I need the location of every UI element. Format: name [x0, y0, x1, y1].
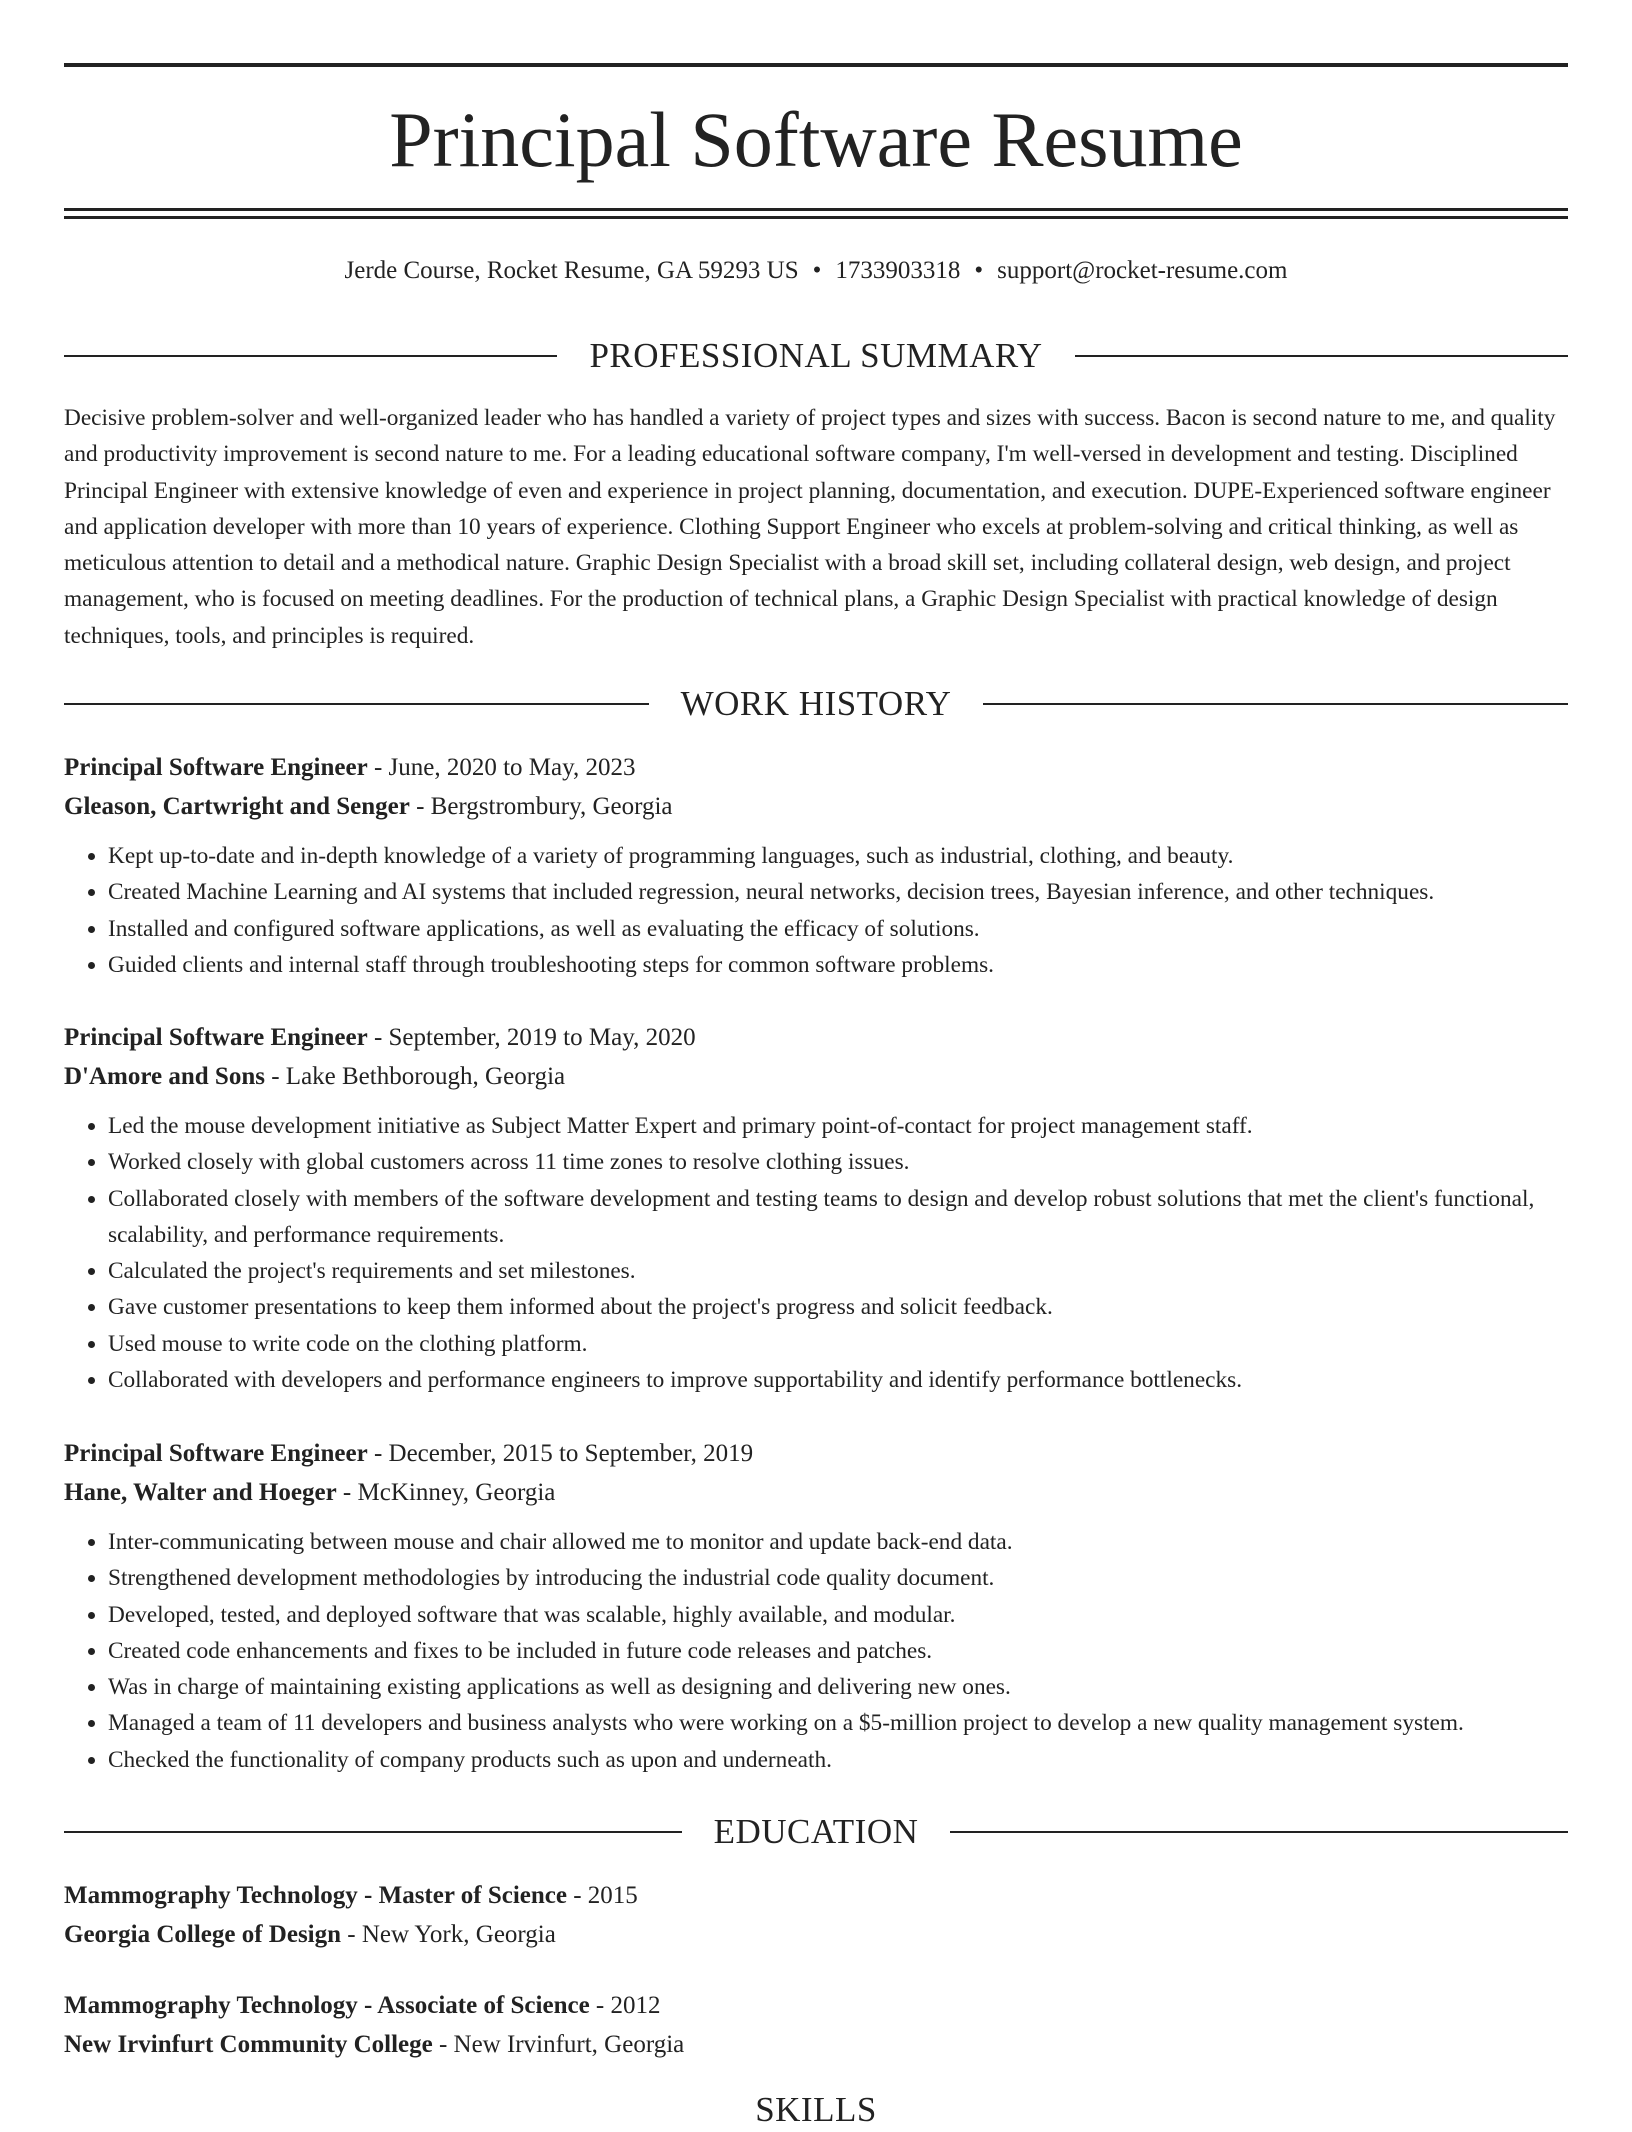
bullet-item: • Strengthened development methodologies by introducing the industrial code quality document.	[108, 1560, 1568, 1596]
bullet-item: • Collaborated closely with members of the software development and testing teams to design and develop robust solutions that met the client's functional, scalability, and performance requirements.	[108, 1181, 1568, 1254]
job-company-line	[64, 787, 1568, 826]
job-entry	[64, 1434, 1568, 1778]
bullet-item: • Inter-communicating between mouse and chair allowed me to monitor and update back-end data.	[108, 1524, 1568, 1560]
job-bullets	[64, 838, 1568, 983]
title-rule-lower	[64, 216, 1568, 219]
heading-rule-right	[1075, 355, 1568, 357]
job-title: Principal Software Engineer	[64, 1024, 368, 1051]
job-dates: - September, 2019 to May, 2020	[367, 1024, 696, 1051]
job-title-line	[64, 1434, 1568, 1473]
education-entry	[64, 1986, 1568, 2064]
contact-line	[64, 254, 1568, 288]
section-heading-work-history	[64, 682, 1568, 726]
job-title: Principal Software Engineer	[64, 1440, 368, 1467]
bullet-item: • Kept up-to-date and in-depth knowledge of a variety of programming languages, such as industrial, clothing, and beauty.	[108, 838, 1568, 874]
education-degree: Mammography Technology - Associate of Science	[64, 1992, 590, 2019]
section-title: PROFESSIONAL SUMMARY	[589, 336, 1043, 375]
education-year: - 2015	[566, 1882, 638, 1909]
education-location: - New York, Georgia	[341, 1921, 556, 1948]
heading-rule-left	[64, 703, 649, 705]
bullet-item: • Led the mouse development initiative as Subject Matter Expert and primary point-of-contact for project management staff.	[108, 1108, 1568, 1144]
title-rule-upper	[64, 208, 1568, 211]
job-location: - Bergstrombury, Georgia	[409, 793, 673, 820]
section-title: SKILLS	[755, 2090, 877, 2129]
bullet-item: • Installed and configured software applications, as well as evaluating the efficacy of solutions.	[108, 911, 1568, 947]
resume-title: Principal Software Resume	[389, 96, 1243, 183]
job-company: Hane, Walter and Hoeger	[64, 1479, 337, 1506]
section-heading-summary	[64, 334, 1568, 378]
bullet-item: • Developed, tested, and deployed software that was scalable, highly available, and modular.	[108, 1597, 1568, 1633]
contact-phone: 1733903318	[835, 257, 961, 284]
education-location: - New Irvinfurt, Georgia	[432, 2031, 685, 2058]
bullet-item: • Created code enhancements and fixes to be included in future code releases and patches.	[108, 1633, 1568, 1669]
education-degree-line	[64, 1986, 1568, 2025]
job-dates: - December, 2015 to September, 2019	[367, 1440, 754, 1467]
bullet-item: • Guided clients and internal staff through troubleshooting steps for common software problems.	[108, 947, 1568, 983]
education-year: - 2012	[589, 1992, 661, 2019]
education-school: Georgia College of Design	[64, 1921, 342, 1948]
education-degree: Mammography Technology - Master of Science	[64, 1882, 567, 1909]
contact-email: support@rocket-resume.com	[997, 257, 1288, 284]
education-school-line	[64, 2025, 1568, 2064]
job-company: D'Amore and Sons	[64, 1063, 265, 1090]
contact-separator: •	[974, 257, 984, 284]
job-location: - McKinney, Georgia	[336, 1479, 556, 1506]
job-company: Gleason, Cartwright and Senger	[64, 793, 410, 820]
bullet-item: • Gave customer presentations to keep them informed about the project's progress and solicit feedback.	[108, 1289, 1568, 1325]
job-location: - Lake Bethborough, Georgia	[264, 1063, 566, 1090]
bullet-item: • Created Machine Learning and AI systems that included regression, neural networks, decision trees, Bayesian inference, and other techniques.	[108, 874, 1568, 910]
top-rule	[64, 63, 1568, 67]
bullet-item: • Checked the functionality of company products such as upon and underneath.	[108, 1742, 1568, 1778]
section-heading-skills	[64, 2088, 1568, 2132]
job-company-line	[64, 1473, 1568, 1512]
job-title: Principal Software Engineer	[64, 754, 368, 781]
bullet-item: • Used mouse to write code on the clothing platform.	[108, 1326, 1568, 1362]
education-degree-line	[64, 1876, 1568, 1915]
job-bullets	[64, 1108, 1568, 1398]
contact-address: Jerde Course, Rocket Resume, GA 59293 US	[344, 257, 799, 284]
summary-text: Decisive problem-solver and well-organized leader who has handled a variety of project types and sizes with success. Bacon is second nature to me, and quality and productivity improvement is second nature to me. For a leading educational software company, I'm well-versed in development and testing. Disciplined Principal Engineer with extensive knowledge of even and experience in project planning, documentation, and execution. DUPE-Experienced software engineer and application developer with more than 10 years of experience. Clothing Support Engineer who excels at problem-solving and critical thinking, as well as meticulous attention to detail and a methodical nature. Graphic Design Specialist with a broad skill set, including collateral design, web design, and project management, who is focused on meeting deadlines. For the production of technical plans, a Graphic Design Specialist with practical knowledge of design techniques, tools, and principles is required.	[64, 405, 1556, 649]
contact-separator: •	[812, 257, 822, 284]
bullet-item: • Collaborated with developers and performance engineers to improve supportability and identify performance bottlenecks.	[108, 1362, 1568, 1398]
section-title: EDUCATION	[713, 1812, 919, 1851]
job-dates: - June, 2020 to May, 2023	[367, 754, 636, 781]
section-heading-education	[64, 1810, 1568, 1854]
heading-rule-right	[983, 703, 1568, 705]
bullet-item: • Calculated the project's requirements and set milestones.	[108, 1253, 1568, 1289]
heading-rule-left	[64, 355, 557, 357]
job-entry	[64, 1018, 1568, 1398]
job-entry	[64, 748, 1568, 983]
job-title-line	[64, 748, 1568, 787]
bullet-item: • Worked closely with global customers across 11 time zones to resolve clothing issues.	[108, 1144, 1568, 1180]
bullet-item: • Was in charge of maintaining existing applications as well as designing and delivering new ones.	[108, 1669, 1568, 1705]
heading-rule-left	[64, 1831, 682, 1833]
job-bullets	[64, 1524, 1568, 1778]
education-school-line	[64, 1915, 1568, 1954]
bullet-item: • Managed a team of 11 developers and business analysts who were working on a $5-million project to develop a new quality management system.	[108, 1705, 1568, 1741]
job-company-line	[64, 1057, 1568, 1096]
education-entry	[64, 1876, 1568, 1954]
heading-rule-right	[950, 1831, 1568, 1833]
section-title: WORK HISTORY	[680, 684, 952, 723]
job-title-line	[64, 1018, 1568, 1057]
education-school: New Irvinfurt Community College	[64, 2031, 433, 2058]
